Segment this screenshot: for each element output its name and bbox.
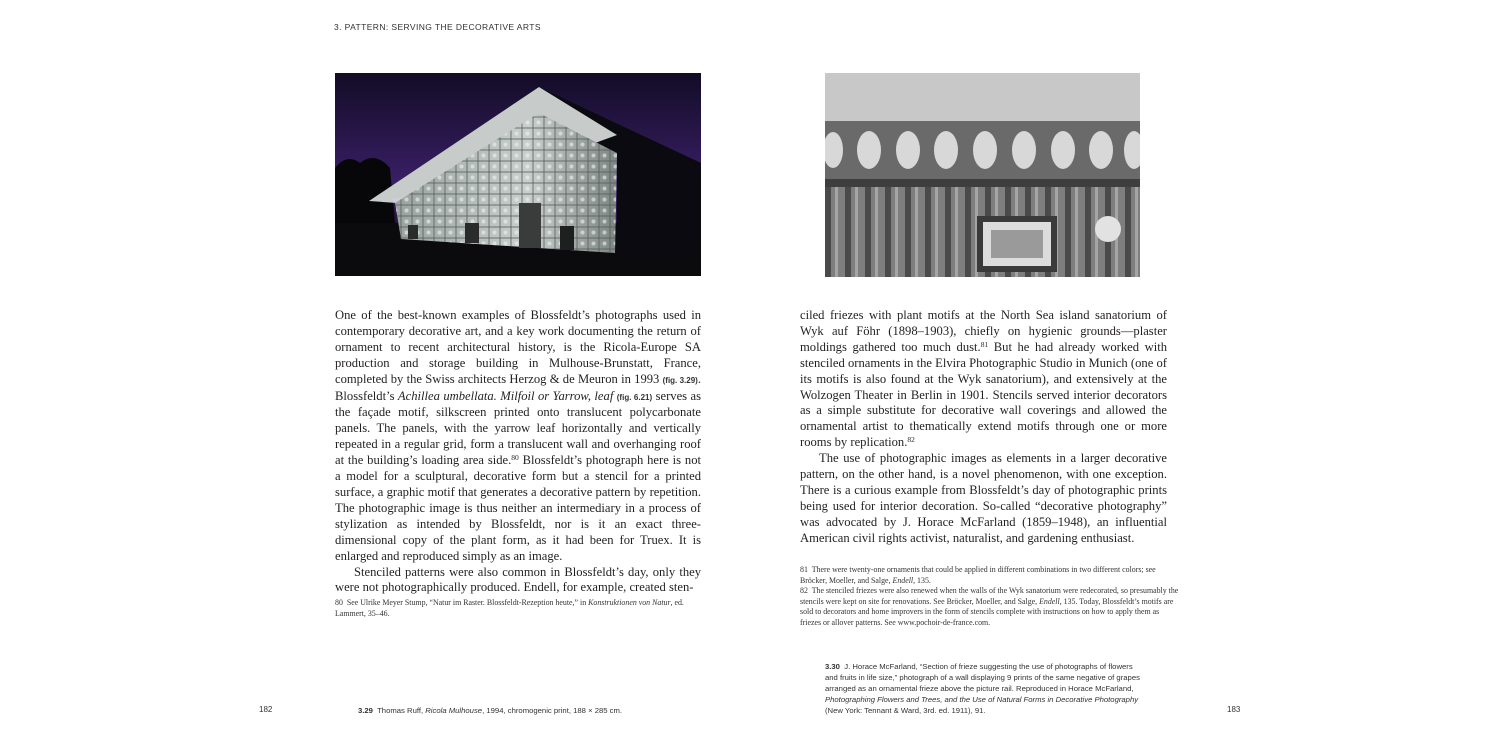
text-run: , ed. Lammert, 35–46. xyxy=(335,598,684,618)
footnote-number: 80 xyxy=(335,598,343,607)
ricola-building-illustration xyxy=(335,73,701,276)
book-title: Endell xyxy=(892,575,914,585)
text-run: J. Horace McFarland, “Section of frieze suggesting the use of photographs of flowers and fruits in life size,” photograph of a wall displaying 9 prints of the same negative of grapes arranged as an ornamental frieze above the picture rail. Reproduced in Horace McFarland, xyxy=(825,662,1140,693)
text-run: See Ulrike Meyer Stump, “Natur im Raster. Blossfeldt-Rezeption heute,” in xyxy=(346,598,589,607)
paragraph xyxy=(335,565,701,597)
right-page-body xyxy=(800,308,1167,547)
paragraph xyxy=(335,308,701,565)
text-run: ciled friezes with plant motifs at the North Sea island sanatorium of Wyk auf Föhr (1898–1903), chiefly on hygienic grounds—plaster moldings gathered too much dust. xyxy=(800,308,1167,354)
paragraph xyxy=(800,308,1167,451)
text-run: , 135. Today, Blossfeldt’s motifs are sold to decorators and home improvers in the form of stencils complete with instructions on how to apply them as friezes or allover patterns. See www.pochoir-de-france.com. xyxy=(800,596,1174,627)
figure-number: 3.29 xyxy=(358,706,373,715)
footnote-number: 81 xyxy=(800,565,808,574)
text-run: , 135. xyxy=(913,575,931,585)
footnote-marker[interactable]: 80 xyxy=(511,453,519,463)
book-title: Endell xyxy=(1039,596,1060,606)
text-run: . Blossfeldt’s xyxy=(335,371,701,403)
text-run: serves as the façade motif, silkscreen printed onto translucent polycarbonate panels. The panels, with the yarrow leaf horizontally and vertically repeated in a regular grid, form a translucent wall and overhanging roof at the building’s loading area side. xyxy=(335,388,702,468)
page-number-right: 183 xyxy=(1227,705,1241,714)
page-number-left: 182 xyxy=(259,705,273,714)
footnote-80 xyxy=(335,598,715,619)
text-run: The use of photographic images as elements in a larger decorative pattern, on the other hand, is a novel phenomenon, with one exception. There is a curious example from Blossfeldt’s day of photographic prints being used for interior decoration. So-called “decorative photography” was advocated by J. Horace McFarland (1859–1948), an influential American civil rights activist, naturalist, and gardening enthusiast. xyxy=(800,451,1167,545)
running-head: 3. PATTERN: SERVING THE DECORATIVE ARTS xyxy=(334,22,541,32)
footnote-81 xyxy=(800,565,1180,586)
figure-caption-3-29 xyxy=(358,705,678,716)
text-run: The stenciled friezes were also renewed when the walls of the Wyk sanatorium were redecorated, so presumably the stencils were kept on site for renovations. See Bröcker, Moeller, and Salge, xyxy=(800,586,1179,606)
figure-number: 3.30 xyxy=(825,662,840,671)
footnote-82 xyxy=(800,586,1180,628)
footnotes-right xyxy=(800,565,1180,629)
text-run: Thomas Ruff, xyxy=(377,706,426,715)
text-run: One of the best-known examples of Blossfeldt’s photographs used in contemporary decorative art, and a key work documenting the return of ornament to recent architectural history, is the Ricola-Europe SA production and storage building in Mulhouse-Brunstatt, France, completed by the Swiss architects Herzog & de Meuron in 1993 xyxy=(335,308,701,386)
paragraph xyxy=(800,451,1167,546)
figure-reference[interactable]: (fig. 6.21) xyxy=(616,392,653,402)
footnote-marker[interactable]: 81 xyxy=(980,339,989,349)
artwork-title: Ricola Mulhouse xyxy=(425,706,483,715)
book-title: Konstruktionen von Natur xyxy=(588,598,671,607)
species-name: Achillea umbellata. Milfoil or Yarrow, leaf xyxy=(397,388,614,403)
footnote-number: 82 xyxy=(800,586,808,596)
text-run: , 1994, chromogenic print, 188 × 285 cm. xyxy=(482,706,623,715)
ricola-mulhouse-photo xyxy=(335,73,701,276)
figure-reference[interactable]: (fig. 3.29) xyxy=(662,375,698,385)
text-run: (New York: Tennant & Ward, 3rd. ed. 1911), 91. xyxy=(825,706,986,715)
book-title: Photographing Flowers and Trees, and the Use of Natural Forms in Decorative Photography xyxy=(825,695,1139,704)
text-run: Blossfeldt’s photograph here is not a model for a sculptural, decorative form but a stencil for a printed surface, a graphic motif that generates a decorative pattern by repetition. The photographic image is thus neither an intermediary in a process of stylization as intended by Blossfeldt, nor is it an exact three-dimensional copy of the plant form, as it had been for Truex. It is enlarged and reproduced simply as an image. xyxy=(335,453,701,563)
text-run: There were twenty-one ornaments that could be applied in different combinations in two different colors; see Bröcker, Moeller, and Salge, xyxy=(800,565,1156,585)
text-run: Stenciled patterns were also common in Blossfeldt’s day, only they were not photographically produced. Endell, for example, created sten- xyxy=(335,564,701,595)
text-run: But he had already worked with stenciled ornaments in the Elvira Photographic Studio in Munich (one of its motifs is also found at the Wyk sanatorium), and extensively at the Wolzogen Theater in Berlin in 1901. Stencils served interior decorators as a simple substitute for decorative wall coverings and allowed the ornamental artist to thematically extend motifs through one or more rooms by replication. xyxy=(800,339,1168,450)
grape-frieze-illustration xyxy=(825,73,1140,277)
left-page-body xyxy=(335,308,701,596)
mcfarland-frieze-photo xyxy=(825,73,1140,277)
figure-caption-3-30 xyxy=(825,661,1145,716)
grape-bunches xyxy=(825,131,1140,169)
footnote-marker[interactable]: 82 xyxy=(907,435,915,445)
